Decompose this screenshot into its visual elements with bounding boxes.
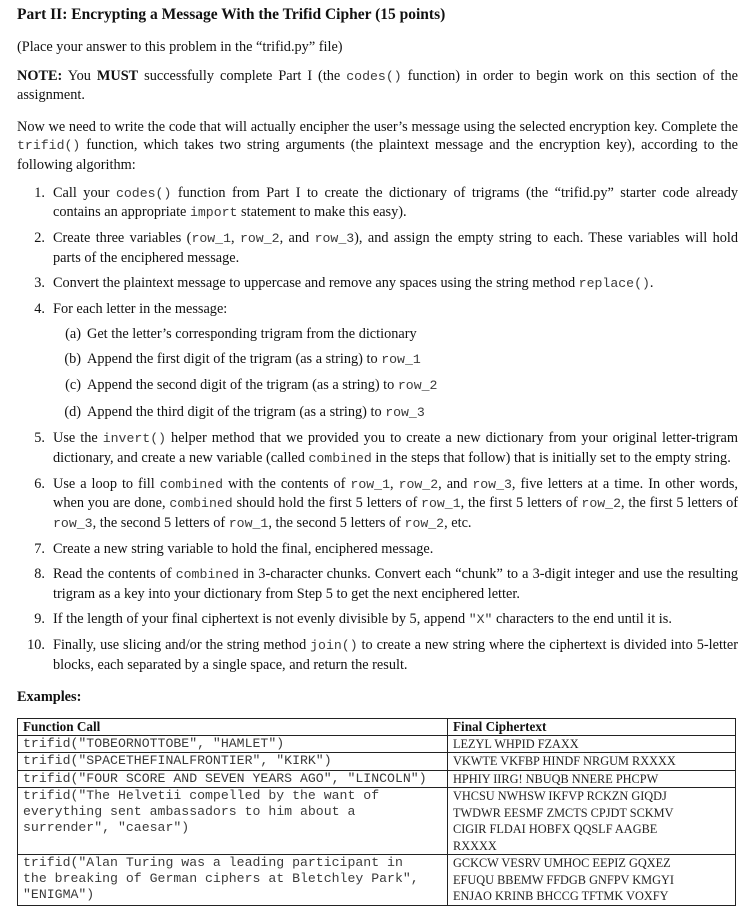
note-text: You <box>62 67 97 84</box>
ciphertext-line: CIGIR FLDAI HOBFX QQSLF AAGBE <box>453 822 658 837</box>
code-snippet: join() <box>310 638 358 654</box>
ciphertext-line: EFUQU BBEMW FFDGB GNFPV KMGYI <box>453 872 674 887</box>
step-number: 9. <box>34 610 45 627</box>
header-final-ciphertext: Final Ciphertext <box>448 719 736 736</box>
ciphertext-line: LEZYL WHPID FZAXX <box>453 736 579 751</box>
ciphertext-cell <box>448 855 736 906</box>
intro-text: function, which takes two string arguments (the plaintext message and the encryption key), according to the following algorithm: <box>17 137 738 173</box>
substeps <box>53 325 738 423</box>
code-snippet: row_2 <box>239 231 280 247</box>
step-number: 10. <box>27 637 45 654</box>
header-function-call: Function Call <box>18 719 448 736</box>
ciphertext-cell <box>448 788 736 855</box>
code-codes: codes() <box>346 68 402 84</box>
function-call-line: surrender", "caesar") <box>23 820 190 836</box>
table-row <box>18 788 736 855</box>
ciphertext-cell <box>448 753 736 771</box>
code-snippet: "X" <box>468 611 493 627</box>
ciphertext-line: ENJAO KRINB BHCCG TFTMK VOXFY <box>453 889 669 904</box>
code-trifid: trifid() <box>17 138 81 154</box>
code-snippet: row_2 <box>397 378 438 394</box>
ciphertext-cell <box>448 735 736 753</box>
step-number: 2. <box>34 230 45 247</box>
ciphertext-line: GCKCW VESRV UMHOC EEPIZ GQXEZ <box>453 856 671 871</box>
note-text: function) in order to begin work on this section of the assignment. <box>17 67 738 104</box>
substep-d: (d) Append the third digit of the trigram (as a string) to row_3 <box>64 403 425 420</box>
step-number: 4. <box>34 301 45 318</box>
code-snippet: row_3 <box>314 231 355 247</box>
ciphertext-line: RXXXX <box>453 838 497 853</box>
function-call-line: trifid("TOBEORNOTTOBE", "HAMLET") <box>23 735 285 751</box>
table-row <box>18 770 736 788</box>
file-instruction: (Place your answer to this problem in the “trifid.py” file) <box>17 39 343 55</box>
intro-text: Now we need to write the code that will actually encipher the user’s message using the selected encryption key. Complete the <box>17 118 738 135</box>
step-3: 3. Convert the plaintext message to uppercase and remove any spaces using the string method replace(). <box>17 274 738 294</box>
table-row <box>18 855 736 906</box>
code-snippet: replace() <box>578 275 650 291</box>
table-row <box>18 735 736 753</box>
step-9: 9. If the length of your final ciphertext is not evenly divisible by 5, append "X" characters to the end until it is. <box>17 610 738 630</box>
substep-c: (c) Append the second digit of the trigram (as a string) to row_2 <box>65 377 438 394</box>
function-call-cell <box>18 770 448 788</box>
ciphertext-line: TWDWR EESMF ZMCTS CPJDT SCKMV <box>453 805 674 820</box>
function-call-line: everything sent ambassadors to him about a <box>23 804 356 820</box>
code-snippet: row_3 <box>385 404 425 420</box>
note-paragraph <box>17 67 738 105</box>
note-must: MUST <box>96 67 139 84</box>
function-call-line: the breaking of German ciphers at Bletchley Park", <box>23 871 419 887</box>
step-1: 1. Call your codes() function from Part I to create the dictionary of trigrams (the “trifid.py” starter code already contains an appropriate import statement to make this easy). <box>17 184 738 223</box>
code-snippet: row_1 <box>381 352 421 368</box>
step-number: 6. <box>34 475 45 492</box>
note-text: successfully complete Part I (the <box>138 67 347 84</box>
ciphertext-line: HPHIY IIRG! NBUQB NNERE PHCPW <box>453 771 659 786</box>
code-snippet: invert() <box>102 431 167 447</box>
section-heading: Part II: Encrypting a Message With the Trifid Cipher (15 points) <box>17 6 446 23</box>
code-snippet: row_1 <box>191 231 232 247</box>
step-number: 1. <box>34 184 45 201</box>
function-call-line: trifid("Alan Turing was a leading participant in <box>23 855 403 871</box>
function-call-cell <box>18 753 448 771</box>
function-call-cell <box>18 788 448 855</box>
function-call-line: trifid("SPACETHEFINALFRONTIER", "KIRK") <box>23 753 332 769</box>
step-number: 3. <box>34 274 45 291</box>
ciphertext-cell <box>448 770 736 788</box>
step-10: 10. Finally, use slicing and/or the string method join() to create a new string where the ciphertext is divided into 5-letter blocks, each separated by a single space, and return the result. <box>17 636 738 674</box>
code-snippet: combined <box>175 567 240 583</box>
table-row <box>18 753 736 771</box>
algorithm-steps <box>17 184 738 675</box>
step-number: 8. <box>34 566 45 583</box>
ciphertext-line: VHCSU NWHSW IKFVP RCKZN GIQDJ <box>453 789 667 804</box>
step-number: 7. <box>34 541 45 558</box>
intro-paragraph <box>17 118 738 175</box>
function-call-cell <box>18 735 448 753</box>
document-page <box>17 6 738 906</box>
table-header-row <box>18 719 736 736</box>
function-call-line: trifid("The Helvetii compelled by the want of <box>23 788 380 804</box>
note-label: NOTE: <box>17 67 63 84</box>
step-number: 5. <box>34 430 45 447</box>
examples-heading: Examples: <box>17 689 82 706</box>
step-4: 4. For each letter in the message: (a) Get the letter’s corresponding trigram from the dictionary (b) Append the first digit of the trigram (as a string) to row_1 (c) Append the second digit of the trigram (as a string) to row_2 (d) Append the third digit of the trigram (as a string) to row_3 <box>17 300 738 422</box>
examples-body <box>18 735 736 905</box>
substep-a: (a) Get the letter’s corresponding trigram from the dictionary <box>65 325 417 342</box>
code-snippet: import <box>189 205 238 221</box>
function-call-line: "ENIGMA") <box>23 887 95 903</box>
step-8: 8. Read the contents of combined in 3-character chunks. Convert each “chunk” to a 3-digit integer and use the resulting trigram as a key into your dictionary from Step 5 to get the next enciphered letter. <box>17 565 738 603</box>
step-6: 6. Use a loop to fill combined with the contents of row_1, row_2, and row_3, five letters at a time. In other words, when you are done, combined should hold the first 5 letters of row_1, the first 5 letters of row_2, the first 5 letters of row_3, the second 5 letters of row_1, the second 5 letters of row_2, etc. <box>17 475 738 534</box>
step-7: 7. Create a new string variable to hold the final, enciphered message. <box>17 540 738 559</box>
function-call-line: trifid("FOUR SCORE AND SEVEN YEARS AGO", "LINCOLN") <box>23 770 427 786</box>
code-snippet: codes() <box>115 185 172 201</box>
function-call-cell <box>18 855 448 906</box>
step-2: 2. Create three variables (row_1, row_2, and row_3), and assign the empty string to each. These variables will hold parts of the enciphered message. <box>17 229 738 267</box>
ciphertext-line: VKWTE VKFBP HINDF NRGUM RXXXX <box>453 754 676 769</box>
step-5: 5. Use the invert() helper method that we provided you to create a new dictionary from your original letter-trigram dictionary, and create a new variable (called combined in the steps that follow) that is initially set to the empty string. <box>17 429 738 468</box>
examples-table <box>17 718 736 906</box>
substep-b: (b) Append the first digit of the trigram (as a string) to row_1 <box>64 351 421 368</box>
code-snippet: combined <box>308 450 372 466</box>
